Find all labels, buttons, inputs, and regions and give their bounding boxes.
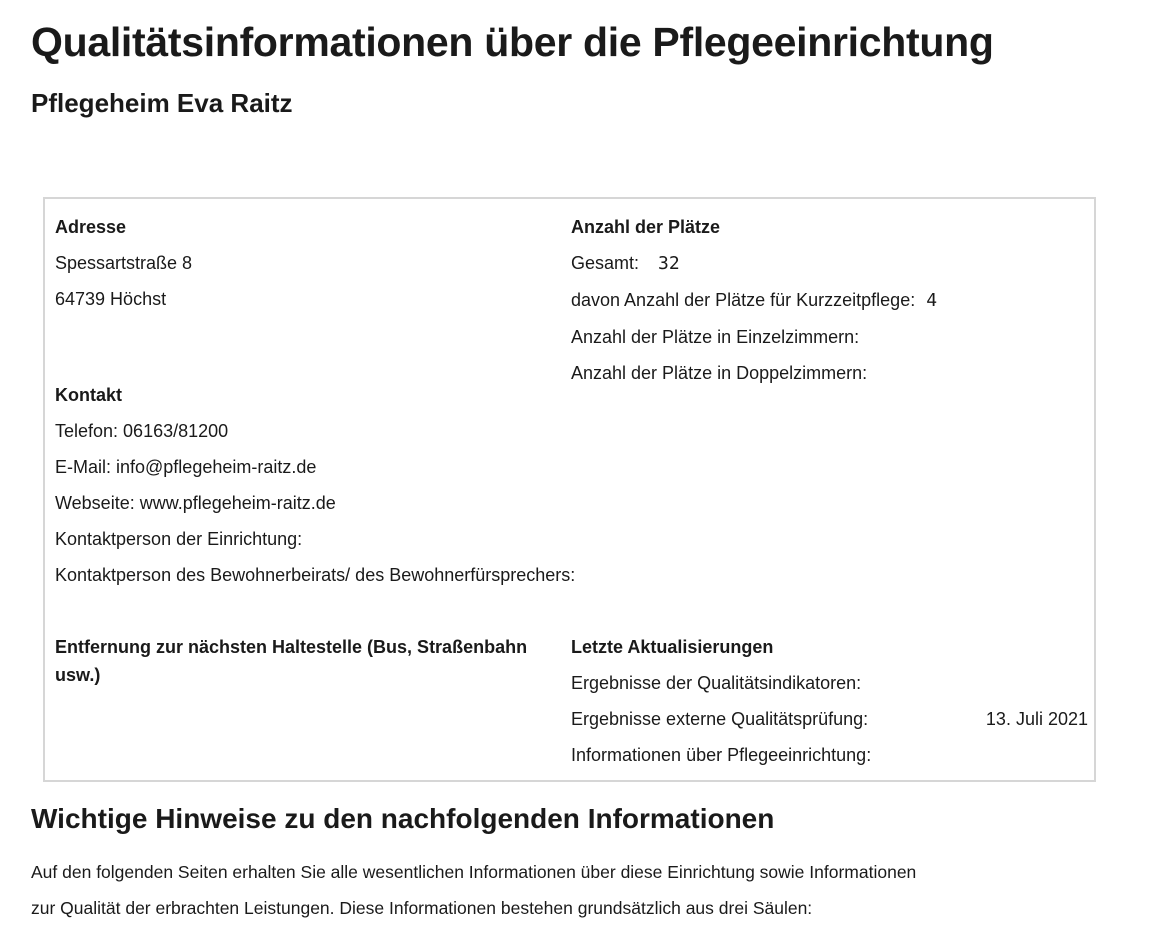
places-double-rooms-label: Anzahl der Plätze in Doppelzimmern: [571,363,868,383]
address-heading: Adresse [55,217,127,237]
places-short-term-row [571,282,1091,319]
places-heading: Anzahl der Plätze [571,217,721,237]
places-total-label: Gesamt: [571,253,640,273]
updates-heading: Letzte Aktualisierungen [571,637,774,657]
contact-email[interactable]: E-Mail: info@pflegeheim-raitz.de [55,457,317,477]
places-short-term-value: 4 [926,290,938,311]
quality-indicators-label: Ergebnisse der Qualitätsindikatoren: [571,673,862,693]
facility-info-box [43,197,1096,782]
places-total-value: 32 [658,253,680,274]
distance-heading: Entfernung zur nächsten Haltestelle (Bus, Straßenbahn usw.) [55,637,528,685]
address-section [55,209,555,317]
external-check-row [571,701,1088,737]
address-street: Spessartstraße 8 [55,253,193,273]
resident-council-label: Kontaktperson des Bewohnerbeirats/ des Bewohnerfürsprechers: [55,565,576,585]
page-title: Qualitätsinformationen über die Pflegeeinrichtung [31,19,994,65]
contact-website[interactable]: Webseite: www.pflegeheim-raitz.de [55,493,336,513]
contact-phone: Telefon: 06163/81200 [55,421,229,441]
places-section [571,209,1091,391]
notice-line-2: zur Qualität der erbrachten Leistungen. Diese Informationen bestehen grundsätzlich aus drei Säulen: [31,898,813,918]
notice-line-1: Auf den folgenden Seiten erhalten Sie alle wesentlichen Informationen über diese Einrichtung sowie Informationen [31,862,917,882]
address-city: 64739 Höchst [55,289,167,309]
facility-info-update-label: Informationen über Pflegeeinrichtung: [571,745,872,765]
distance-section [55,629,555,689]
places-single-rooms-label: Anzahl der Plätze in Einzelzimmern: [571,327,860,347]
updates-section [571,629,1088,773]
places-total-row [571,245,1091,282]
contact-heading: Kontakt [55,385,122,405]
places-short-term-label: davon Anzahl der Plätze für Kurzzeitpflege: [571,290,916,310]
notice-paragraph [31,854,1111,926]
contact-section [55,377,695,593]
notice-heading: Wichtige Hinweise zu den nachfolgenden Informationen [31,803,775,834]
contact-person-label: Kontaktperson der Einrichtung: [55,529,303,549]
facility-name: Pflegeheim Eva Raitz [31,88,293,118]
external-check-date: 13. Juli 2021 [985,709,1088,729]
external-check-label: Ergebnisse externe Qualitätsprüfung: [571,709,869,729]
